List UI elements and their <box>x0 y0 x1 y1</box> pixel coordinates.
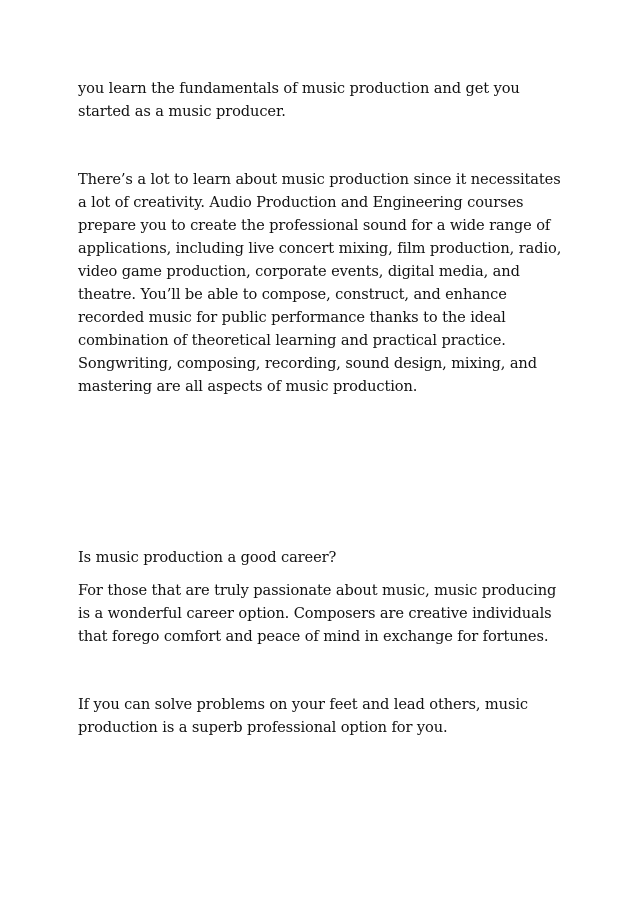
paragraph-line: combination of theoretical learning and practical practice. <box>78 332 506 349</box>
paragraph-line: video game production, corporate events, digital media, and <box>78 263 520 280</box>
paragraph-line: is a wonderful career option. Composers are creative individuals <box>78 605 552 622</box>
paragraph-line: prepare you to create the professional sound for a wide range of <box>78 217 551 234</box>
paragraph-line: mastering are all aspects of music production. <box>78 378 418 395</box>
paragraph-line: There’s a lot to learn about music production since it necessitates <box>78 171 561 188</box>
section-heading: Is music production a good career? <box>78 549 337 566</box>
paragraph-line: applications, including live concert mixing, film production, radio, <box>78 240 562 257</box>
paragraph-line: Songwriting, composing, recording, sound design, mixing, and <box>78 355 537 372</box>
paragraph-line: recorded music for public performance thanks to the ideal <box>78 309 506 326</box>
paragraph-line: production is a superb professional option for you. <box>78 719 448 736</box>
paragraph-line: If you can solve problems on your feet and lead others, music <box>78 696 528 713</box>
paragraph-line: you learn the fundamentals of music production and get you <box>78 80 520 97</box>
paragraph-line: started as a music producer. <box>78 103 286 120</box>
paragraph-line: that forego comfort and peace of mind in exchange for fortunes. <box>78 628 549 645</box>
paragraph-line: a lot of creativity. Audio Production and Engineering courses <box>78 194 524 211</box>
paragraph-line: theatre. You’ll be able to compose, construct, and enhance <box>78 286 507 303</box>
paragraph-line: For those that are truly passionate about music, music producing <box>78 582 557 599</box>
